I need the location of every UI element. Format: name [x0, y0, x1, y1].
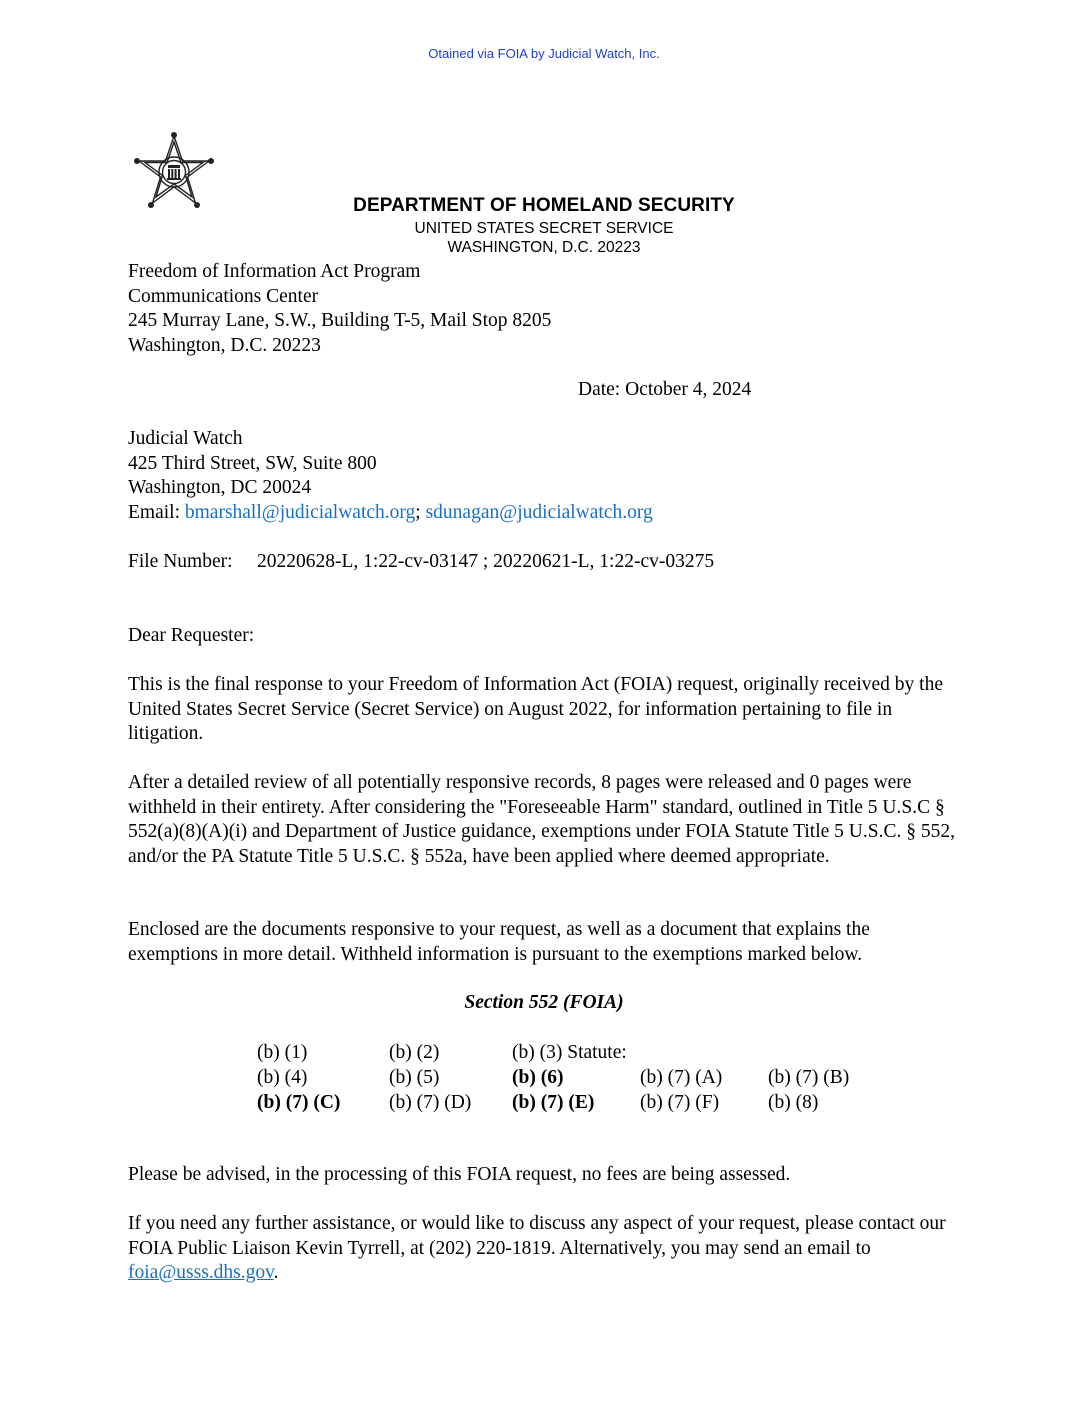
sender-line-4: Washington, D.C. 20223: [128, 335, 321, 356]
exemption-b7b: (b) (7) (B): [768, 1067, 850, 1088]
exemption-b7e-applied: (b) (7) (E): [512, 1092, 595, 1113]
closing-text: If you need any further assistance, or would like to discuss any aspect of your request, please contact our FOIA Public Liaison Kevin Tyrrell, at (202) 220-1819. Alternatively, you may send an email to: [128, 1213, 946, 1259]
paragraph-final-response: This is the final response to your Freedom of Information Act (FOIA) request, originally received by the United States Secret Service (Secret Service) on August 2022, for information pertaining to file in litigation.: [128, 674, 944, 744]
exemption-b8: (b) (8): [768, 1092, 819, 1113]
paragraph-enclosed: Enclosed are the documents responsive to your request, as well as a document that explains the exemptions in more detail. Withheld information is pursuant to the exemptions marked below.: [128, 919, 870, 965]
file-number-label: File Number:: [128, 551, 233, 572]
recipient-city: Washington, DC 20024: [128, 477, 312, 498]
exemption-b5: (b) (5): [389, 1067, 440, 1088]
exemption-b1: (b) (1): [257, 1042, 308, 1063]
recipient-street: 425 Third Street, SW, Suite 800: [128, 453, 377, 474]
paragraph-review: After a detailed review of all potentially responsive records, 8 pages were released and 0 pages were withheld in their entirety. After considering the "Foreseeable Harm" standard, outlined in Title 5 U.S.C § 552(a)(8)(A)(i) and Department of Justice guidance, exemptions under FOIA Statute Title 5 U.S.C. § 552, and/or the PA Statute Title 5 U.S.C. § 552a, have been applied where deemed appropriate.: [128, 772, 955, 867]
exemption-b7a: (b) (7) (A): [640, 1067, 723, 1088]
agency-address: WASHINGTON, D.C. 20223: [447, 239, 641, 256]
exemption-b3: (b) (3) Statute:: [512, 1042, 627, 1063]
email-link-bmarshall[interactable]: bmarshall@judicialwatch.org: [184, 502, 416, 523]
exemption-b2: (b) (2): [389, 1042, 440, 1063]
salutation: Dear Requester:: [128, 625, 255, 646]
exemption-b7c-applied: (b) (7) (C): [257, 1092, 341, 1113]
sender-line-1: Freedom of Information Act Program: [128, 261, 421, 282]
email-label: Email:: [128, 502, 185, 523]
exemption-b6-applied: (b) (6): [512, 1067, 564, 1088]
file-number-value: 20220628-L, 1:22-cv-03147 ; 20220621-L, 1:22-cv-03275: [257, 551, 715, 572]
closing-end: .: [273, 1262, 279, 1283]
recipient-name: Judicial Watch: [128, 428, 243, 449]
recipient-email-line: [128, 501, 653, 526]
sender-line-3: 245 Murray Lane, S.W., Building T-5, Mail Stop 8205: [128, 310, 552, 331]
exemption-b4: (b) (4): [257, 1067, 308, 1088]
exemption-b7f: (b) (7) (F): [640, 1092, 720, 1113]
sender-line-2: Communications Center: [128, 286, 319, 307]
exemption-b7d: (b) (7) (D): [389, 1092, 472, 1113]
agency-name: UNITED STATES SECRET SERVICE: [414, 220, 674, 237]
department-title: DEPARTMENT OF HOMELAND SECURITY: [353, 195, 735, 216]
email-link-sdunagan[interactable]: sdunagan@judicialwatch.org: [425, 502, 653, 523]
foia-watermark: Otained via FOIA by Judicial Watch, Inc.: [428, 46, 660, 61]
letter-date: Date: October 4, 2024: [578, 379, 752, 400]
foia-email-link[interactable]: foia@usss.dhs.gov: [128, 1262, 274, 1283]
fees-note: Please be advised, in the processing of this FOIA request, no fees are being assessed.: [128, 1164, 791, 1185]
closing-paragraph: [128, 1212, 963, 1286]
section-title: Section 552 (FOIA): [464, 992, 624, 1013]
email-separator: ;: [415, 502, 426, 523]
